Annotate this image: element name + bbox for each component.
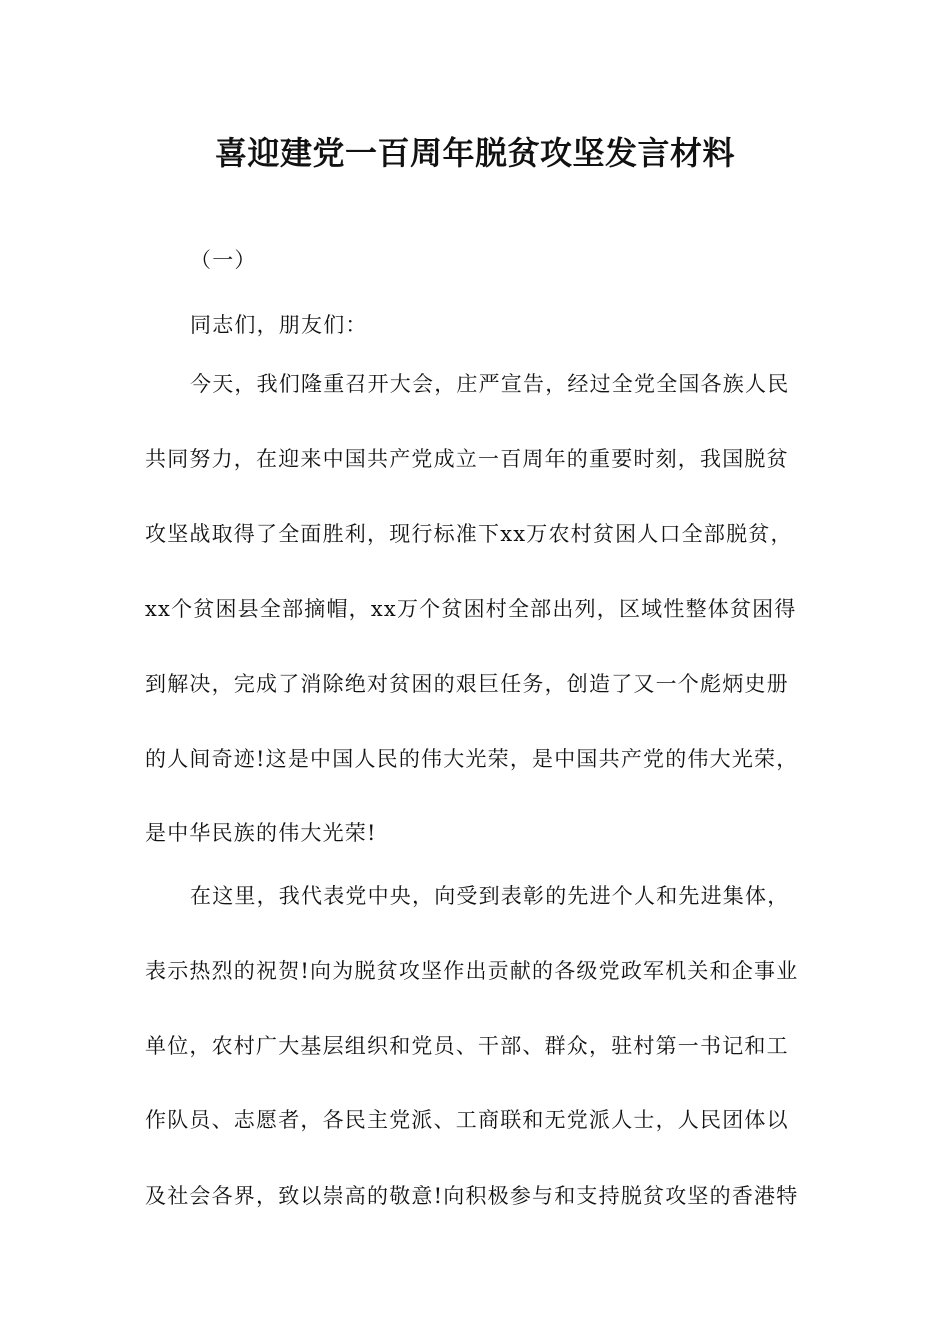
body-line: 到解决，完成了消除绝对贫困的艰巨任务，创造了又一个彪炳史册 — [145, 672, 789, 696]
body-line: 共同努力，在迎来中国共产党成立一百周年的重要时刻，我国脱贫 — [145, 447, 789, 471]
body-line: xx个贫困县全部摘帽，xx万个贫困村全部出列，区域性整体贫困得 — [145, 597, 797, 621]
body-line: 及社会各界，致以崇高的敬意!向积极参与和支持脱贫攻坚的香港特 — [145, 1184, 799, 1208]
body-line: 在这里，我代表党中央，向受到表彰的先进个人和先进集体， — [190, 884, 790, 908]
body-line: 表示热烈的祝贺!向为脱贫攻坚作出贡献的各级党政军机关和企事业 — [145, 959, 799, 983]
body-line: 是中华民族的伟大光荣! — [145, 821, 377, 845]
body-line: 的人间奇迹!这是中国人民的伟大光荣，是中国共产党的伟大光荣， — [145, 747, 799, 771]
body-line: 作队员、志愿者，各民主党派、工商联和无党派人士，人民团体以 — [145, 1108, 789, 1132]
salutation: 同志们，朋友们： — [190, 313, 368, 337]
document-title: 喜迎建党一百周年脱贫攻坚发言材料 — [214, 134, 735, 172]
body-line: 今天，我们隆重召开大会，庄严宣告，经过全党全国各族人民 — [190, 372, 790, 396]
body-line: 攻坚战取得了全面胜利，现行标准下xx万农村贫困人口全部脱贫， — [145, 522, 793, 546]
body-line: 单位，农村广大基层组织和党员、干部、群众，驻村第一书记和工 — [145, 1034, 789, 1058]
section-number: （一） — [190, 248, 257, 272]
